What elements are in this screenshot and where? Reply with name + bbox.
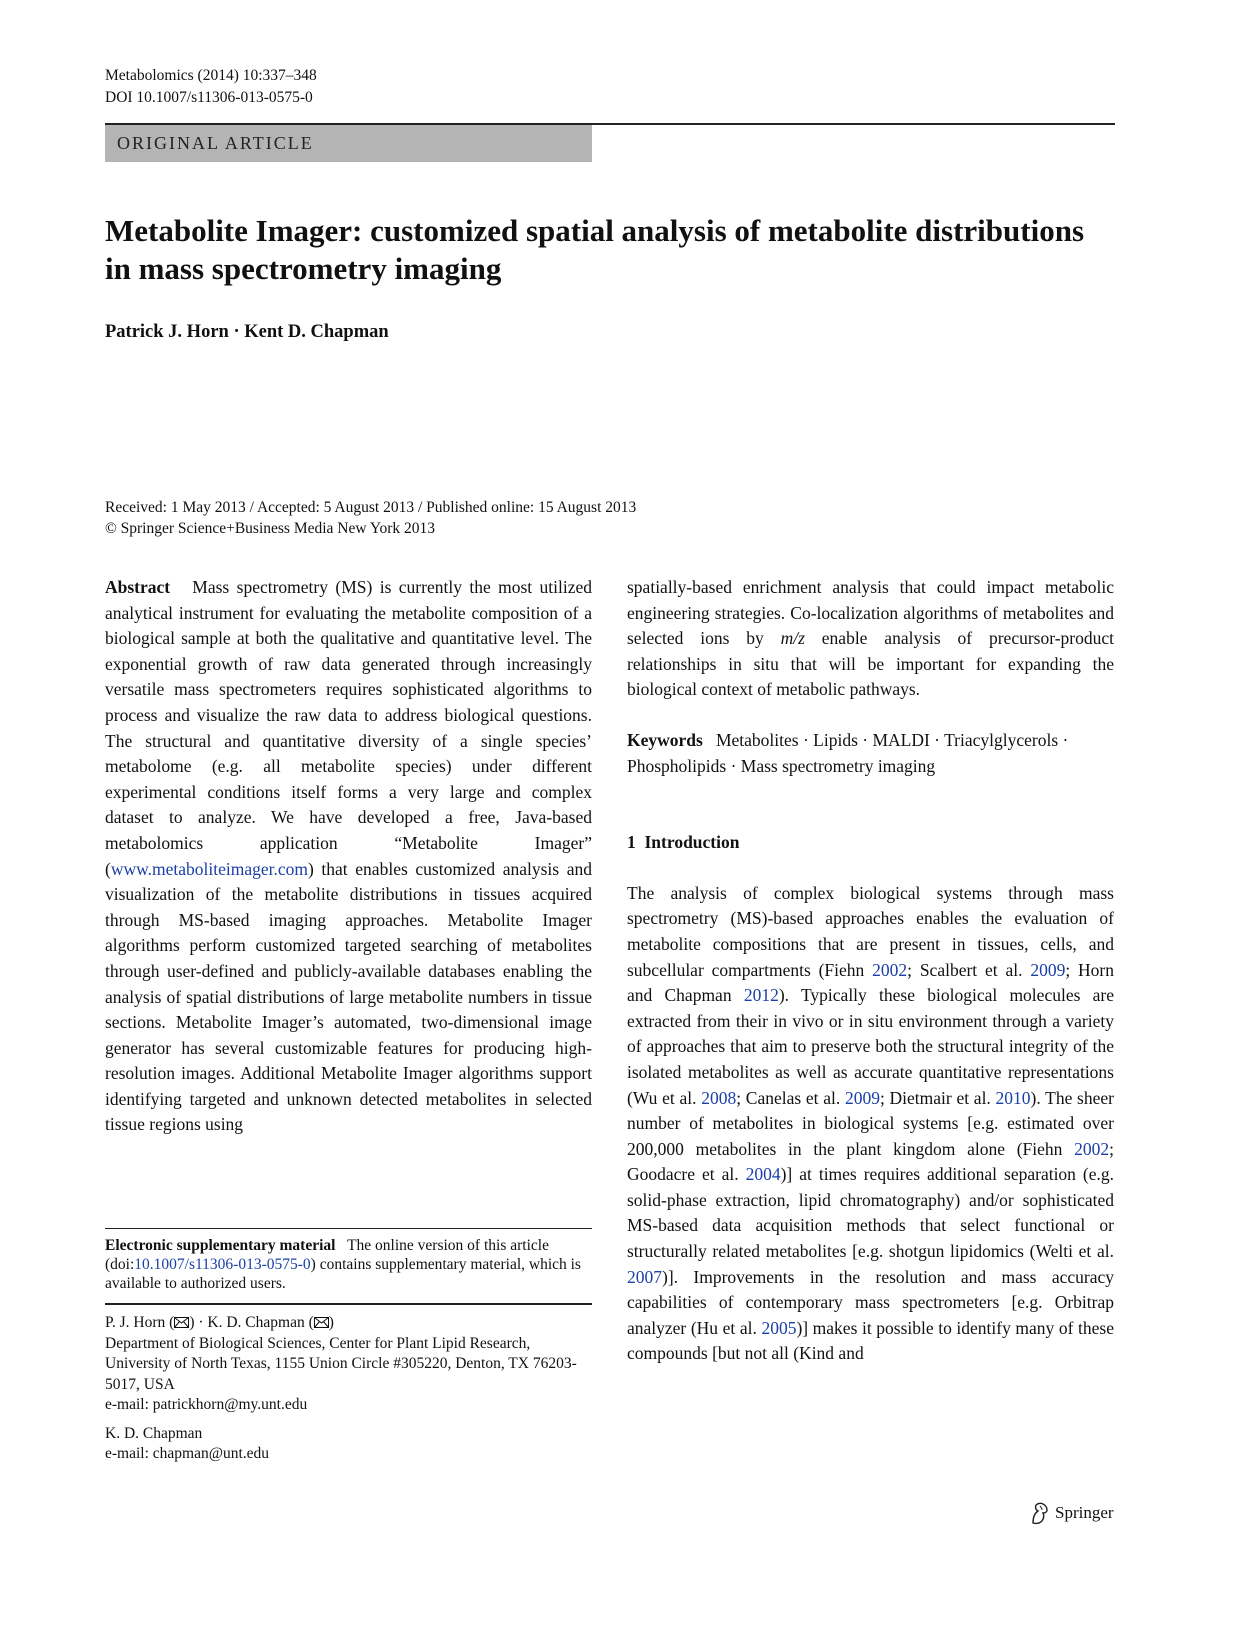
- abstract-continuation-2: enable analysis of precursor-product relationships in situ that will be important for expanding the biological context of metabolic pathways.: [627, 628, 1114, 700]
- second-author-name: K. D. Chapman: [105, 1424, 203, 1442]
- author2-name: ) · K. D. Chapman (: [189, 1314, 314, 1331]
- website-link[interactable]: www.metaboliteimager.com: [110, 858, 308, 879]
- mz-term: m/z: [780, 628, 805, 649]
- keywords-heading: Keywords: [627, 729, 703, 750]
- citation-link[interactable]: 2005: [761, 1317, 797, 1338]
- keywords: [627, 728, 1114, 779]
- intro-text: ; Dietmair et al.: [879, 1087, 996, 1108]
- intro-text: )] makes it possible to identify many of these compounds [but not all (Kind and: [627, 1317, 1114, 1364]
- springer-horse-icon: [1029, 1501, 1051, 1525]
- publication-dates: [105, 497, 636, 539]
- affiliation-block: [105, 1313, 592, 1465]
- journal-name: Metabolomics (2014) 10:337–348: [105, 67, 317, 84]
- received-dates: Received: 1 May 2013 / Accepted: 5 August 2013 / Published online: 15 August 2013: [105, 499, 637, 516]
- email-chapman: e-mail: chapman@unt.edu: [105, 1445, 270, 1462]
- introduction-paragraph: [627, 881, 1114, 1367]
- affiliation-divider: [105, 1303, 592, 1305]
- esm-text-2: ) contains supplementary material, which is available to authorized users.: [105, 1256, 581, 1292]
- department-address: Department of Biological Sciences, Center for Plant Lipid Research, University of North Texas, 1155 Union Circle #305220, Denton, TX 76203-5017, USA: [105, 1334, 577, 1393]
- citation-link[interactable]: 2009: [1030, 959, 1066, 980]
- abstract-text-1: Mass spectrometry (MS) is currently the most utilized analytical instrument for evaluating the metabolite composition of a biological sample at both the qualitative and quantitative level. The exponential growth of raw data generated through increasingly versatile mass spectrometers requires sophisticated algorithms to process and visualize the raw data to address biological questions. The structural and quantitative diversity of a single species’ metabolome (e.g. all metabolite species) under different experimental conditions itself forms a very large and complex dataset to analyze. We have developed a free, Java-based metabolomics application “Metabolite Imager” (: [105, 577, 593, 879]
- intro-text: ; Goodacre et al.: [627, 1138, 1114, 1185]
- introduction-heading: 1 Introduction: [627, 832, 740, 853]
- citation-link[interactable]: 2002: [872, 959, 908, 980]
- citation-link[interactable]: 2009: [844, 1087, 880, 1108]
- article-type-banner: ORIGINAL ARTICLE: [105, 125, 592, 162]
- abstract-text-2: ) that enables customized analysis and visualization of the metabolite distributions in tissues acquired through MS-based imaging approaches. Metabolite Imager algorithms perform customized targeted searching of metabolites through user-defined and publicly-available databases enabling the analysis of spatial distributions of large metabolite numbers in tissue sections. Metabolite Imager’s automated, two-dimensional image generator has several customizable features for producing high-resolution images. Additional Metabolite Imager algorithms support identifying targeted and unknown detected metabolites in selected tissue regions using: [105, 858, 592, 1135]
- citation-link[interactable]: 2007: [627, 1266, 662, 1287]
- author-list: Patrick J. Horn · Kent D. Chapman: [105, 322, 389, 342]
- copyright: © Springer Science+Business Media New York 2013: [105, 520, 436, 537]
- esm-divider: [105, 1228, 592, 1229]
- journal-citation: [105, 65, 317, 109]
- envelope-icon: [314, 1317, 329, 1328]
- intro-text: )]. Improvements in the resolution and mass accuracy capabilities of contemporary mass spectrometers [e.g. Orbitrap analyzer (Hu et al.: [627, 1266, 1114, 1338]
- springer-logo: [1029, 1500, 1114, 1526]
- abstract-paragraph: [105, 575, 592, 1138]
- intro-text: ; Horn and Chapman: [627, 959, 1114, 1006]
- citation-link[interactable]: 2012: [743, 985, 779, 1006]
- abstract-continuation: [627, 575, 1114, 703]
- paren-close: ): [328, 1314, 334, 1331]
- citation-link[interactable]: 2004: [745, 1164, 781, 1185]
- corresponding-authors: [105, 1313, 592, 1334]
- intro-text: ). Typically these biological molecules are extracted from their in vivo or in situ environment through a variety of approaches that aim to preserve both the structural integrity of the isolated metabolites as well as accurate quantitative representations (Wu et al.: [627, 985, 1114, 1108]
- left-column: [105, 575, 592, 1138]
- supplementary-note: [105, 1236, 592, 1293]
- esm-text-1: The online version of this article (doi:: [105, 1237, 549, 1273]
- keywords-text: Metabolites · Lipids · MALDI · Triacylglycerols · Phospholipids · Mass spectrometry imaging: [627, 729, 1069, 776]
- abstract-heading: Abstract: [105, 577, 171, 597]
- citation-link[interactable]: 2010: [995, 1087, 1031, 1108]
- envelope-icon: [174, 1317, 189, 1328]
- author1-name: P. J. Horn (: [105, 1314, 175, 1331]
- abstract-continuation-1: spatially-based enrichment analysis that could impact metabolic engineering strategies. Co-localization algorithms of metabolites and selected ions by: [627, 577, 1114, 649]
- email-horn: e-mail: patrickhorn@my.unt.edu: [105, 1396, 308, 1413]
- esm-heading: Electronic supplementary material: [105, 1237, 336, 1254]
- publisher-name: Springer: [1055, 1503, 1114, 1522]
- paper-title: Metabolite Imager: customized spatial analysis of metabolite distributions in mass spectrometry imaging: [105, 213, 1085, 286]
- intro-text: ). The sheer number of metabolites in biological systems [e.g. estimated over 200,000 metabolites in the plant kingdom alone (Fiehn: [627, 1087, 1114, 1159]
- doi: DOI 10.1007/s11306-013-0575-0: [105, 89, 313, 106]
- intro-text: The analysis of complex biological systems through mass spectrometry (MS)-based approaches enables the evaluation of metabolite compositions that are present in tissues, cells, and subcellular compartments (Fiehn: [627, 882, 1114, 980]
- citation-link[interactable]: 2008: [701, 1087, 737, 1108]
- esm-doi-link[interactable]: 10.1007/s11306-013-0575-0: [134, 1256, 311, 1273]
- intro-text: )] at times requires additional separation (e.g. solid-phase extraction, lipid chromatography) and/or sophisticated MS-based data acquisition methods that select functional or structurally related metabolites [e.g. shotgun lipidomics (Welti et al.: [627, 1164, 1115, 1262]
- intro-text: ; Canelas et al.: [736, 1087, 845, 1108]
- intro-text: ; Scalbert et al.: [907, 959, 1031, 980]
- right-column: [627, 575, 1114, 1367]
- citation-link[interactable]: 2002: [1074, 1138, 1110, 1159]
